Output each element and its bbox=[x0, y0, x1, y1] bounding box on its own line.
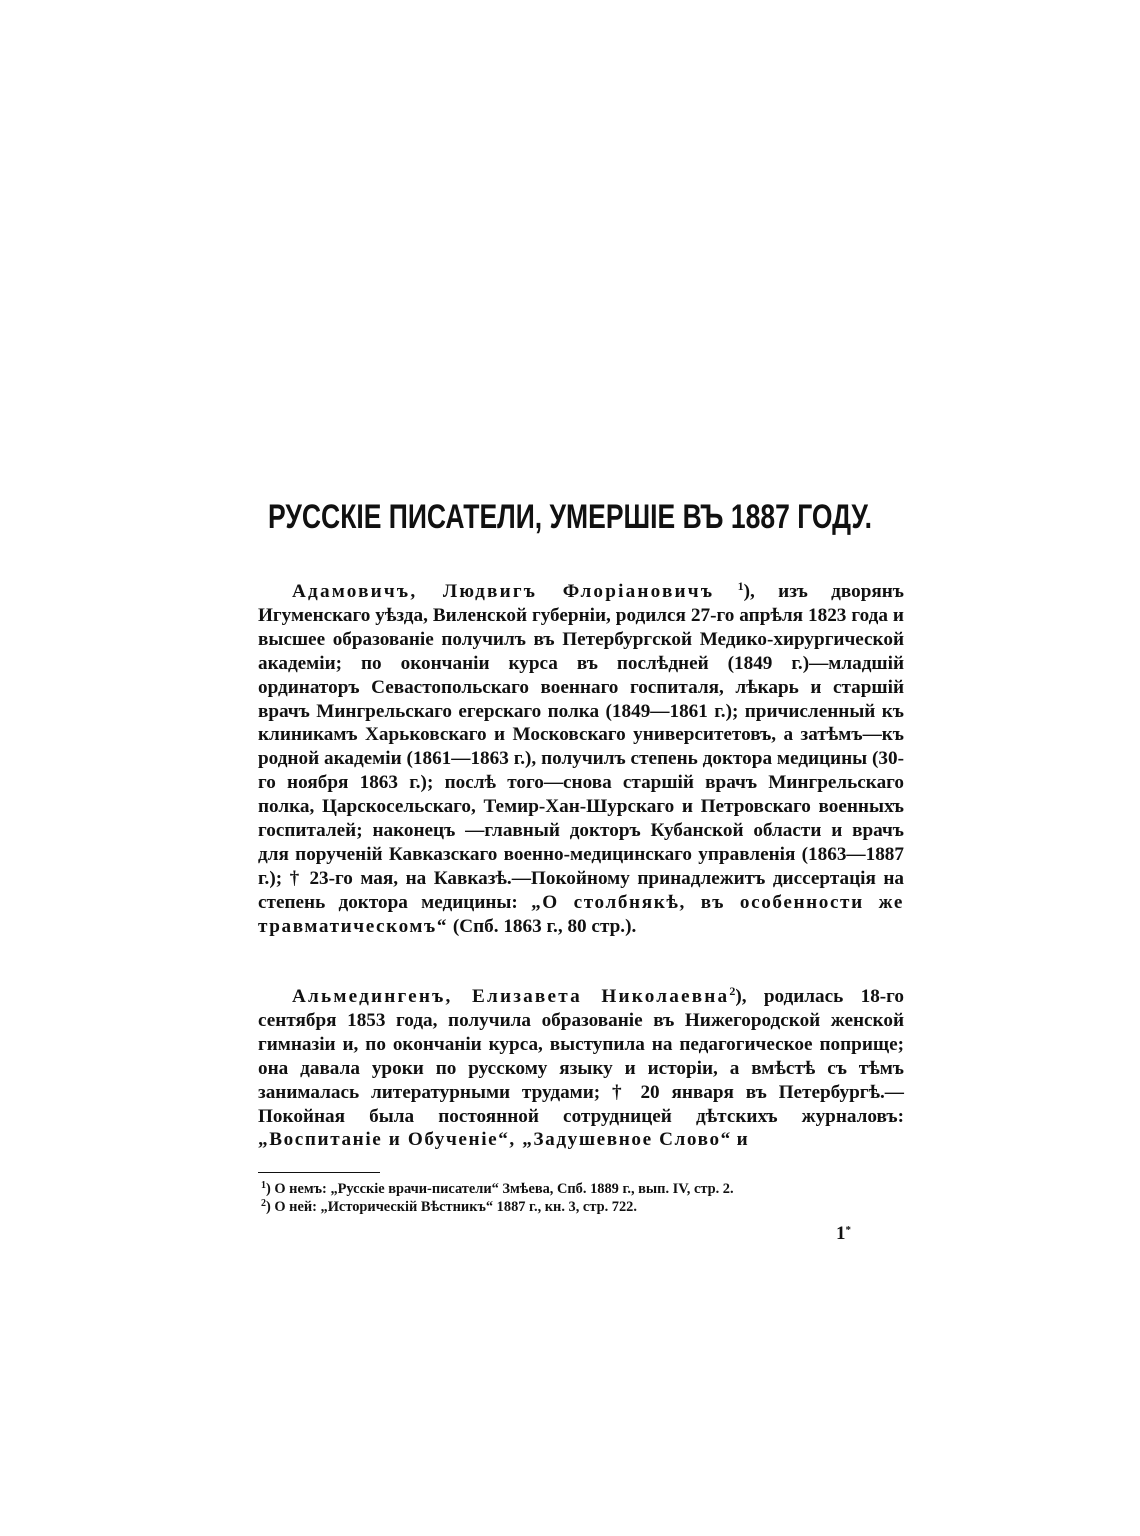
footnote-2 bbox=[258, 1198, 904, 1216]
footnotes bbox=[258, 1180, 904, 1216]
entry-paragraph bbox=[258, 985, 904, 1152]
signature-asterisk: * bbox=[845, 1224, 851, 1236]
entry-name: Адамовичъ, Людвигъ Флоріановичъ bbox=[292, 581, 715, 602]
entry-body-end: (Спб. 1863 г., 80 стр.). bbox=[448, 915, 637, 937]
footnote-ref-paren: ) bbox=[735, 986, 742, 1007]
entry-body-end: и bbox=[731, 1129, 748, 1151]
entry-name: Альмедингенъ, Елизавета Николаевна bbox=[292, 986, 730, 1007]
footnote-mark: 2 bbox=[261, 1198, 266, 1209]
footnote-mark-paren: ) bbox=[266, 1199, 271, 1215]
entry-almedingen bbox=[258, 985, 904, 1152]
footnote-text: О ней: „Историческій Вѣстникъ“ 1887 г., кн. 3, стр. 722. bbox=[270, 1199, 637, 1215]
entry-adamovich bbox=[258, 580, 904, 939]
footnote-1 bbox=[258, 1180, 904, 1198]
entry-paragraph bbox=[258, 580, 904, 939]
footnote-mark-paren: ) bbox=[266, 1181, 271, 1197]
entry-body: , родилась 18-го сентября 1853 года, получила образованіе въ Нижегородской женской гимназіи и, по окончаніи курса, выступила на педагогическое поприще; она давала уроки по русскому языку и исторіи, а вмѣстѣ съ тѣмъ занималась литературными трудами; † 20 января въ Петербургѣ.—Покойная была постоянной сотрудницей дѣтскихъ журналовъ: bbox=[258, 986, 905, 1127]
entry-work-title: „Воспитаніе и Обученіе“, „Задушевное Слово“ bbox=[258, 1129, 732, 1151]
footnote-ref[interactable]: 2 bbox=[729, 984, 736, 998]
footnote-mark: 1 bbox=[261, 1180, 266, 1191]
page-title: РУССКІЕ ПИСАТЕЛИ, УМЕРШІЕ ВЪ 1887 ГОДУ. bbox=[268, 498, 872, 536]
footnote-divider bbox=[258, 1172, 380, 1173]
footnote-ref[interactable]: 1 bbox=[737, 579, 744, 593]
signature-mark bbox=[836, 1223, 851, 1245]
footnote-ref-paren: ) bbox=[743, 581, 750, 602]
entry-work-title: „О столбнякѣ, въ особенности же травматическомъ“ bbox=[258, 891, 904, 937]
signature-number: 1 bbox=[836, 1223, 846, 1244]
entry-body: , изъ дворянъ Игуменскаго уѣзда, Виленской губерніи, родился 27-го апрѣля 1823 года и высшее образованіе получилъ въ Петербургской Медико-хирургической академіи; по окончаніи курса въ послѣдней (1849 г.)—младшій ординаторъ Севастопольскаго военнаго госпиталя, лѣкарь и старшій врачъ Мингрельскаго егерскаго полка (1849—1861 г.); причисленный къ клиникамъ Харьковскаго и Московскаго университетовъ, а затѣмъ—къ родной академіи (1861—1863 г.), получилъ степень доктора медицины (30-го ноября 1863 г.); послѣ того—снова старшій врачъ Мингрельскаго полка, Царскосельскаго, Темир-Хан-Шурскаго и Петровскаго военныхъ госпиталей; наконецъ —главный докторъ Кубанской области и врачъ для порученій Кавказскаго военно-медицинскаго управленія (1863—1887 г.); † 23-го мая, на Кавказѣ.—Покойному принадлежитъ диссертація на степень доктора медицины: bbox=[258, 581, 904, 913]
footnote-text: О немъ: „Русскіе врачи-писатели“ Змѣева, Спб. 1889 г., вып. IV, стр. 2. bbox=[270, 1181, 734, 1197]
